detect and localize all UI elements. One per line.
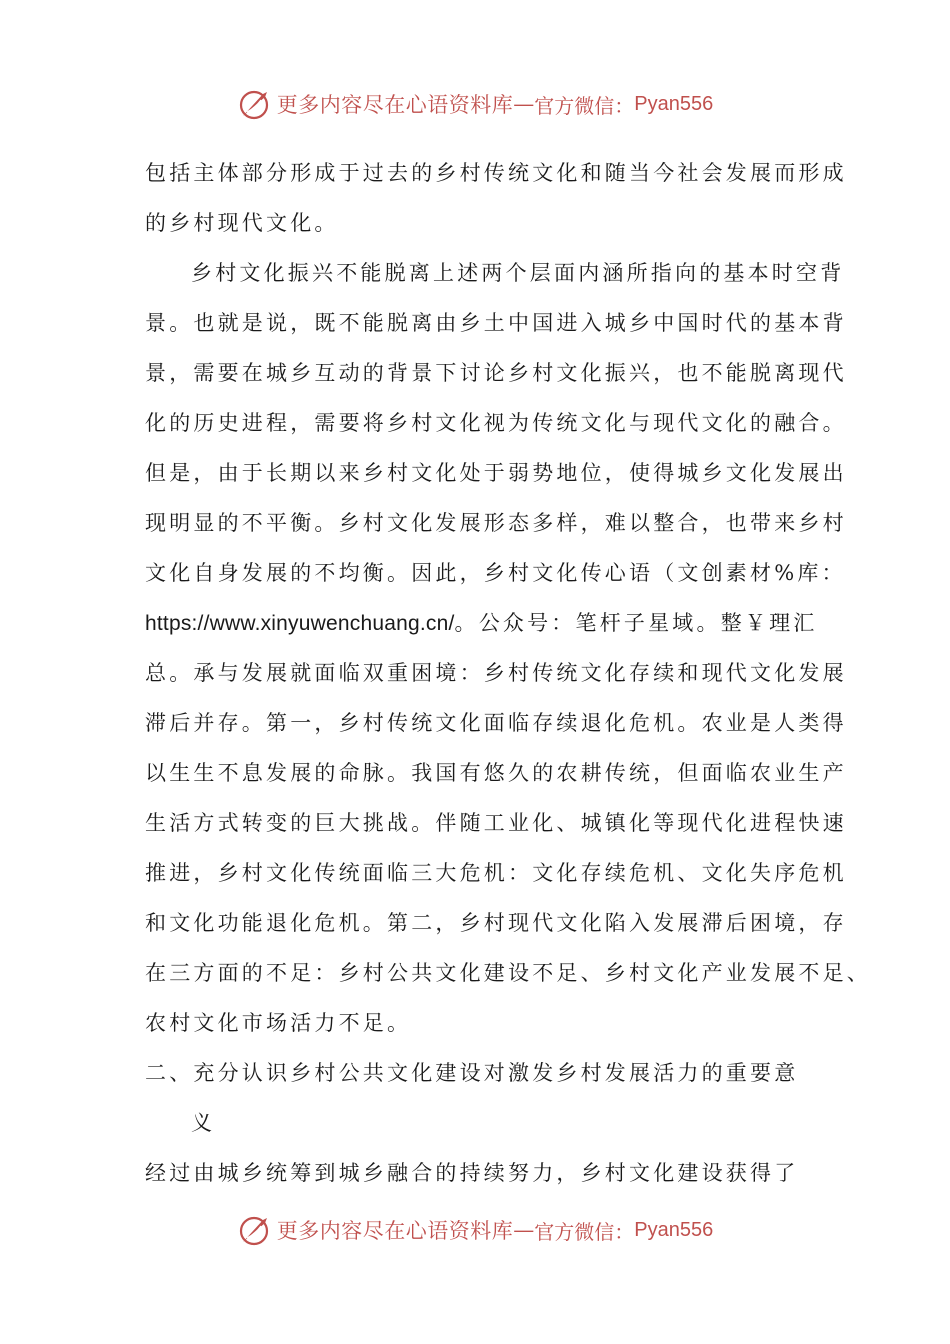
section-heading-line: 经过由城乡统筹到城乡融合的持续努力，乡村文化建设获得了 (145, 1161, 799, 1185)
body-line: 景，需要在城乡互动的背景下讨论乡村文化振兴，也不能脱离现代 (145, 361, 847, 385)
footer-banner-separator: — (513, 1218, 535, 1242)
body-line: 以生生不息发展的命脉。我国有悠久的农耕传统，但面临农业生产 (145, 761, 847, 785)
document-body (145, 148, 871, 1248)
body-line: 二、充分认识乡村公共文化建设对激发乡村发展活力的重要意 (145, 1061, 799, 1085)
header-wechat-account: Pyan556 (634, 92, 714, 115)
body-line: 总。承与发展就面临双重困境：乡村传统文化存续和现代文化发展 (145, 661, 847, 685)
body-line-with-url (145, 598, 818, 648)
body-line: 现明显的不平衡。乡村文化发展形态多样，难以整合，也带来乡村 (145, 511, 847, 535)
body-line: 生活方式转变的巨大挑战。伴随工业化、城镇化等现代化进程快速 (145, 811, 847, 835)
body-line: 景。也就是说，既不能脱离由乡土中国进入城乡中国时代的基本背 (145, 311, 847, 335)
body-line: 包括主体部分形成于过去的乡村传统文化和随当今社会发展而形成 (145, 161, 847, 185)
body-line: 的乡村现代文化。 (145, 211, 339, 235)
body-line: 推进，乡村文化传统面临三大危机：文化存续危机、文化失序危机 (145, 861, 847, 885)
footer-banner (0, 1210, 950, 1250)
header-wechat-label: 官方微信： (534, 93, 635, 118)
footer-banner-text: 更多内容尽在心语资料库 (276, 1219, 514, 1243)
website-url[interactable]: https://www.xinyuwenchuang.cn/ (145, 612, 455, 635)
header-banner-separator: — (513, 92, 535, 116)
header-banner-text: 更多内容尽在心语资料库 (276, 93, 514, 117)
quill-pen-logo-icon (237, 1212, 273, 1248)
header-banner (0, 84, 950, 124)
body-line: 滞后并存。第一，乡村传统文化面临存续退化危机。农业是人类得 (145, 711, 847, 735)
footer-wechat-label: 官方微信： (534, 1219, 635, 1244)
body-line: 化的历史进程，需要将乡村文化视为传统文化与现代文化的融合。 (145, 411, 847, 435)
section-heading-line: 义 (191, 1111, 216, 1135)
body-line: 文化自身发展的不均衡。因此，乡村文化传心语（文创素材%库： (145, 561, 846, 585)
footer-wechat-account: Pyan556 (634, 1218, 714, 1241)
body-line: 和文化功能退化危机。第二，乡村现代文化陷入发展滞后困境，存 (145, 911, 847, 935)
body-line-tail: 。公众号：笔杆子星域。整￥理汇 (454, 611, 818, 635)
body-line: 但是，由于长期以来乡村文化处于弱势地位，使得城乡文化发展出 (145, 461, 847, 485)
paragraph-start-line: 乡村文化振兴不能脱离上述两个层面内涵所指向的基本时空背 (191, 261, 845, 285)
body-line: 农村文化市场活力不足。 (145, 1011, 412, 1035)
quill-pen-logo-icon (237, 86, 273, 122)
body-line: 在三方面的不足：乡村公共文化建设不足、乡村文化产业发展不足、 (145, 961, 871, 985)
